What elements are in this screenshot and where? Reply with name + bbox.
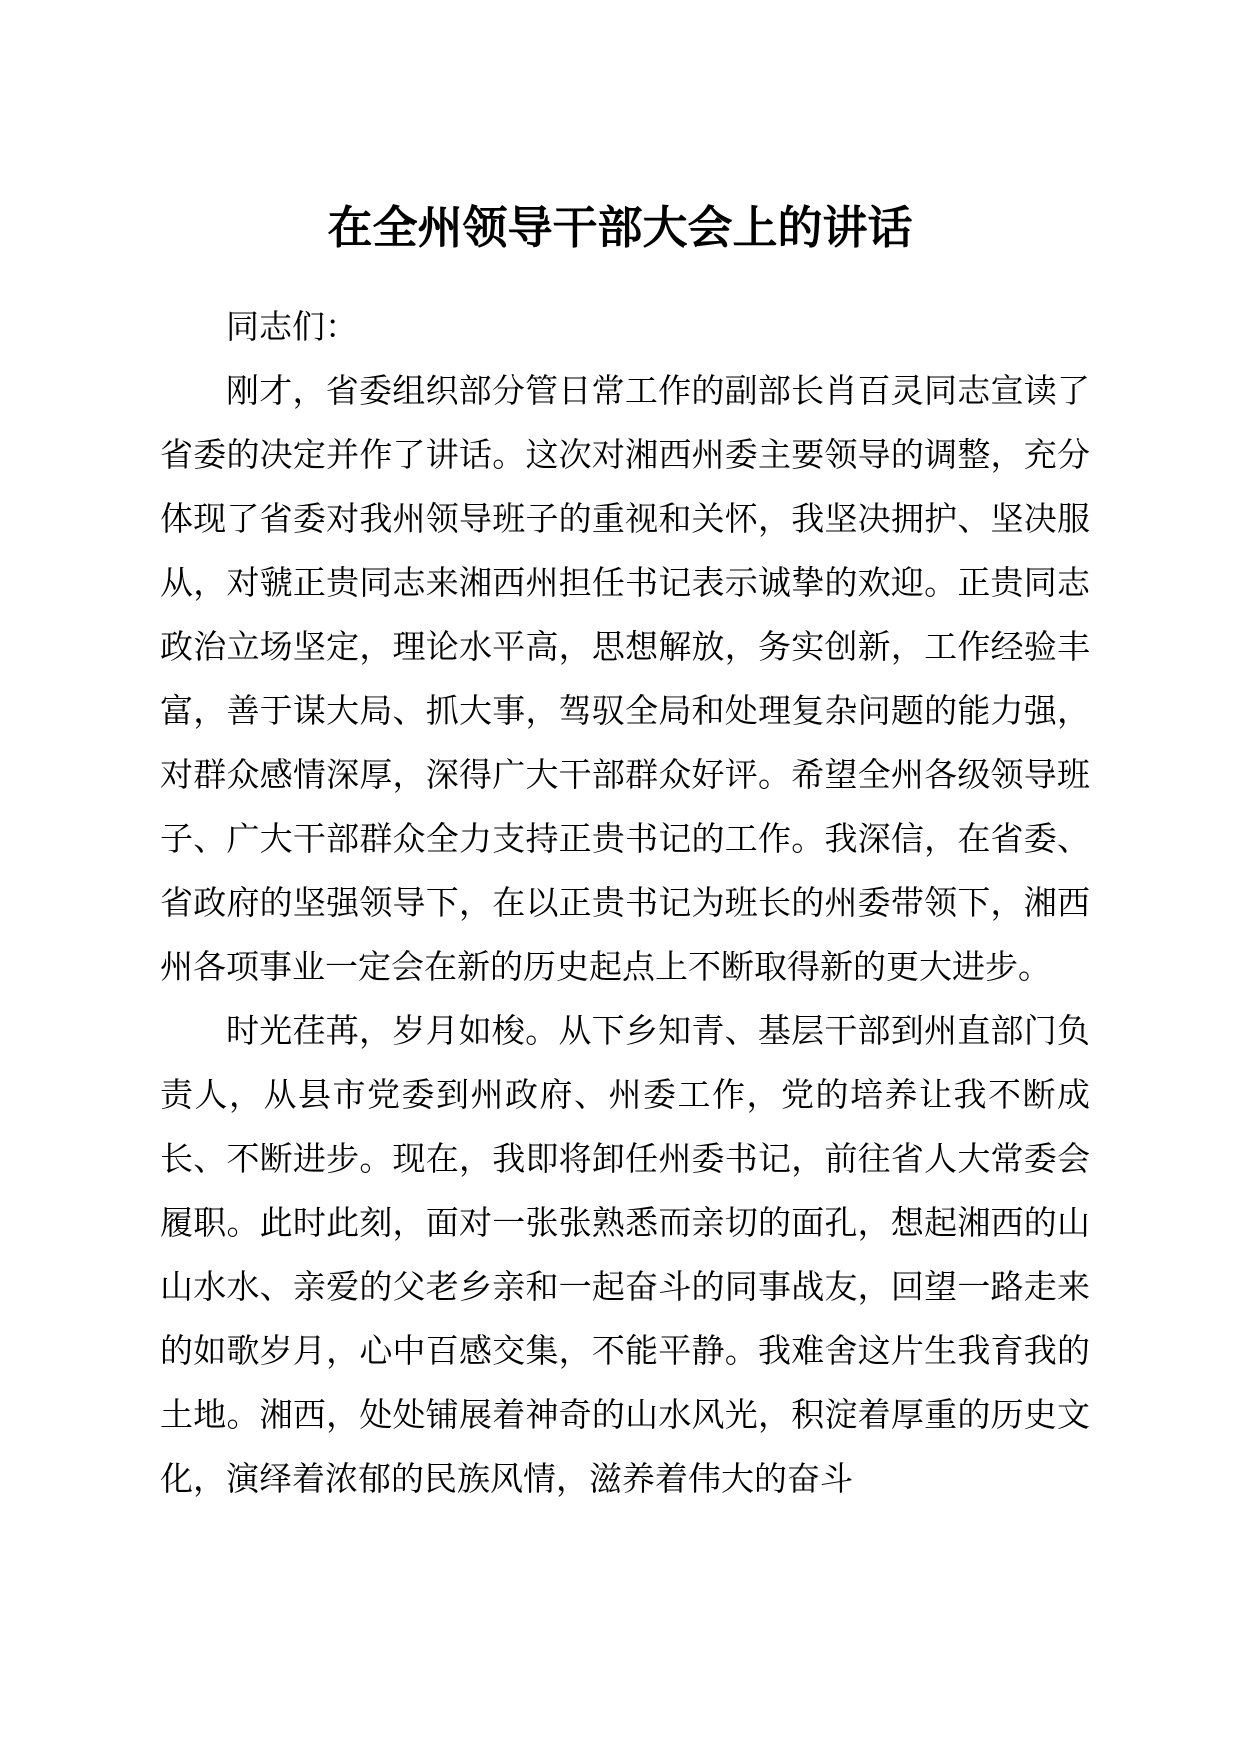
paragraph: 刚才，省委组织部分管日常工作的副部长肖百灵同志宣读了省委的决定并作了讲话。这次对湘西州委主要领导的调整，充分体现了省委对我州领导班子的重视和关怀，我坚决拥护、坚决服从，对虢正贵同志来湘西州担任书记表示诚挚的欢迎。正贵同志政治立场坚定，理论水平高，思想解放，务实创新，工作经验丰富，善于谋大局、抓大事，驾驭全局和处理复杂问题的能力强，对群众感情深厚，深得广大干部群众好评。希望全州各级领导班子、广大干部群众全力支持正贵书记的工作。我深信，在省委、省政府的坚强领导下，在以正贵书记为班长的州委带领下，湘西州各项事业一定会在新的历史起点上不断取得新的更大进步。 (160, 371, 1090, 986)
paragraph: 时光荏苒，岁月如梭。从下乡知青、基层干部到州直部门负责人，从县市党委到州政府、州委工作，党的培养让我不断成长、不断进步。现在，我即将卸任州委书记，前往省人大常委会履职。此时此刻，面对一张张熟悉而亲切的面孔，想起湘西的山山水水、亲爱的父老乡亲和一起奋斗的同事战友，回望一路走来的如歌岁月，心中百感交集，不能平静。我难舍这片生我育我的土地。湘西，处处铺展着神奇的山水风光，积淀着厚重的历史文化，演绎着浓郁的民族风情，滋养着伟大的奋斗 (160, 1011, 1090, 1498)
document-body (160, 295, 1090, 1511)
document-title: 在全州领导干部大会上的讲话 (327, 201, 913, 254)
salutation: 同志们： (226, 307, 358, 346)
